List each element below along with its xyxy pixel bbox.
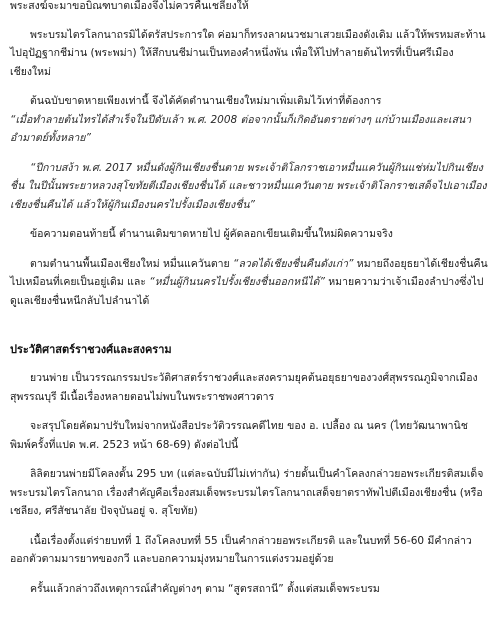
paragraph-5-text-c: หมายความว่าเจ้าเมืองลำปางซึ่งไปดูแลเชียงชื่นหนีกลับไปลำนาได้ — [10, 276, 484, 307]
paragraph-5-quote-2: “หมื่นผู้กินนครไปรั้งเชียงชื่นออกหนีได้” — [149, 276, 325, 288]
paragraph-8: ลิลิตยวนพ่ายมีโคลงดั้น 295 บท (แต่ละฉบับมีไม่เท่ากัน) ร่ายดั้นเป็นคำโคลงกล่าวยอพระเกียรติสมเด็จพระบรมไตรโลกนาถ เรื่องสำคัญคือเรื่องสมเด็จพระบรมไตรโลกนาถเสด็จยาตราทัพไปตีเมืองเชียงชื่น (หรือเชลียง, ศรีสัชนาลัย ปัจจุบันอยู่ จ. สุโขทัย) — [10, 468, 484, 517]
paragraph-9: เนื้อเรื่องตั้งแต่ร่ายบทที่ 1 ถึงโคลงบทที่ 55 เป็นคำกล่าวยอพระเกียรติ และในบทที่ 56-60 มีคำกล่าวออกตัวตามมารยาทของกวี และบอกความมุ่งหมายในการแต่งรวมอยู่ด้วย — [10, 534, 472, 565]
paragraph-5-quote-1: “ลวดได้เชียงชื่นคืนดังเก่า” — [233, 257, 354, 270]
paragraph-1: พระบรมไตรโลกนาถรมิได้ตรัสประการใด ค่อมาก็ทรงลาผนวชมาเสวยเมืองดังเดิม แล้วให้พรหมสะท้านไปอุปัฏฐากชีม่าน (พระพม่า) ให้สึกบนชีม่านเป็นทองคำหนึ่งพัน เพื่อให้ไปทำลายต้นไทรที่เป็นศรีเมืองเชียงใหม่ — [10, 28, 486, 78]
paragraph-0: พระสงฆ์จะมาขอบิณฑบาตเมืองจึงไม่ควรคืนเชลียงให้ — [10, 0, 249, 12]
paragraph-4: ข้อความตอนท้ายนี้ ตำนานเดิมขาดหายไป ผู้คัดลอกเขียนเติมขึ้นใหม่ผิดความจริง — [30, 228, 393, 240]
paragraph-2 — [10, 92, 490, 148]
paragraph-5-text-b: หมายถึงอยุธยาได้เชียงชื่นคืนไปเหมือนที่เคยเป็นอยู่เดิม และ — [10, 257, 488, 288]
paragraph-7: จะสรุปโดยคัดมาปรับใหม่จากหนังสือประวัติวรรณคดีไทย ของ อ. เปลื้อง ณ นคร (ไทยวัฒนาพานิช พิมพ์ครั้งที่แปด พ.ศ. 2523 หน้า 68-69) ดังต่อไปนี้ — [10, 420, 468, 451]
paragraph-2-quote: “เมื่อทำลายต้นไทรได้สำเร็จในปีดับเล้า พ.ศ. 2008 ต่อจากนั้นก็เกิดอันตรายต่างๆ แก่บ้านเมืองและเสนาอำมาตย์ทั้งหลาย” — [10, 113, 472, 144]
paragraph-5-text-a: ตามตำนานพื้นเมืองเชียงใหม่ หมื่นแควันตาย — [30, 257, 234, 270]
paragraph-5 — [10, 255, 490, 311]
paragraph-10-quote: “สูตรสถานี” — [228, 582, 284, 595]
paragraph-10 — [10, 580, 490, 599]
paragraph-10-text-b: ตั้งแต่สมเด็จพระบรม — [283, 582, 380, 595]
paragraph-10-text-a: ครั้นแล้วกล่าวถึงเหตุการณ์สำคัญต่างๆ ตาม — [30, 582, 229, 595]
paragraph-6: ยวนพ่าย เป็นวรรณกรรมประวัติศาสตร์ราชวงศ์และสงครามยุคต้นอยุธยาของวงศ์สุพรรณภูมิจากเมืองสุพรรณบุรี มีเนื้อเรื่องหลายตอนไม่พบในพระราชพงศาวดาร — [10, 372, 478, 403]
paragraph-3-quote: “ปีกาบสง้า พ.ศ. 2017 หมื่นดังผู้กินเชียงชื่นตาย พระเจ้าติโลกราชเอาหมื่นแควันผู้กินแช่ห่มไปกินเชียงชื่น ในปีนั้นพระยาหลวงสุโขทัยตีเมืองเชียงชื่นได้ และชาวหมื่นแควันตาย พระเจ้าติโลกราชเสด็จไปเอาเมืองเชียงชื่นคืนได้ แล้วให้ผู้กินเมืองนครไปรั้งเมืองเชียงชื่น” — [10, 161, 487, 211]
section-heading: ประวัติศาสตร์ราชวงศ์และสงคราม — [10, 343, 172, 356]
paragraph-2-text: ต้นฉบับขาดหายเพียงเท่านี้ จึงได้คัดตำนานเชียงใหม่มาเพิ่มเติมไว้เท่าที่ต้องการ — [30, 95, 382, 107]
